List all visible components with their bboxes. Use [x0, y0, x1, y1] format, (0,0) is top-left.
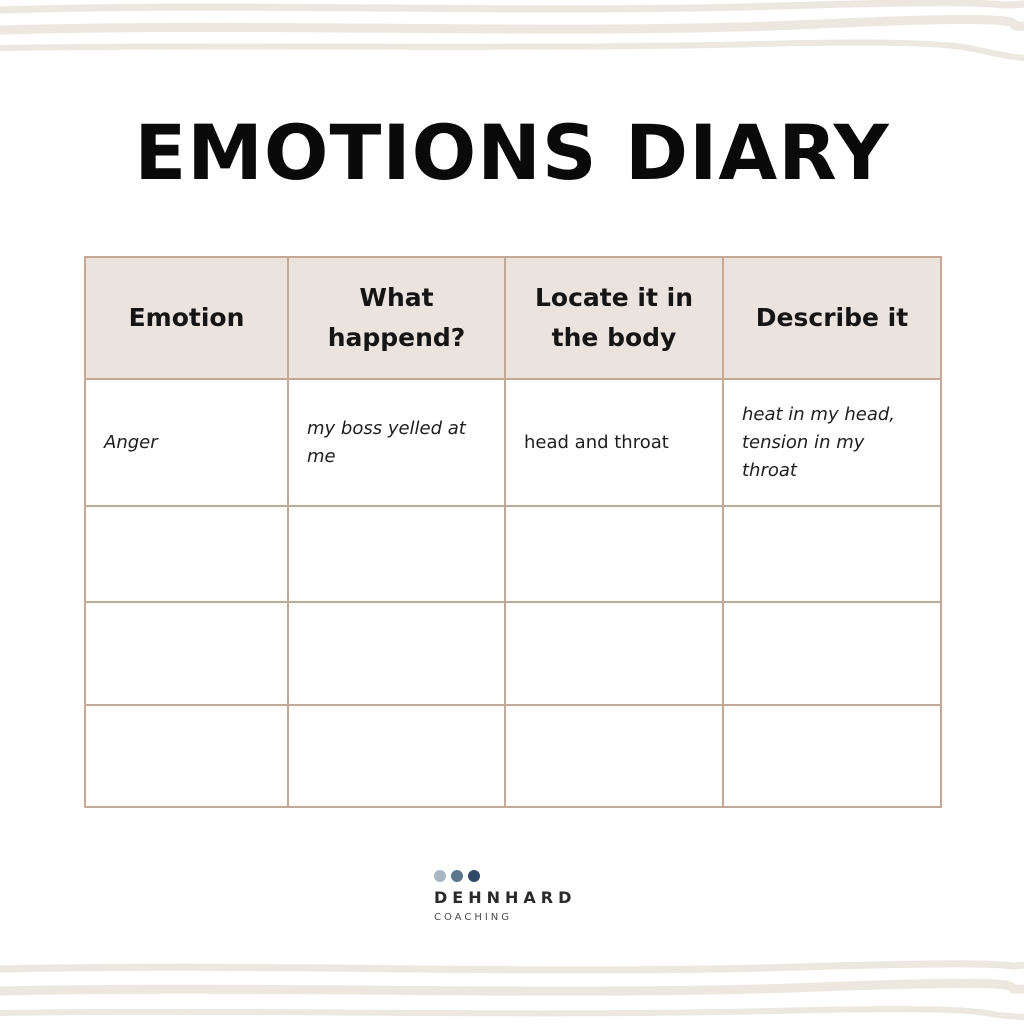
decorative-lines-bottom: [0, 955, 1024, 1024]
brand-name: DEHNHARD: [434, 888, 577, 907]
brand-subtitle: COACHING: [434, 912, 513, 923]
cell-what-happened[interactable]: [288, 705, 505, 807]
logo-dot-icon: [468, 870, 480, 882]
logo-dot-icon: [434, 870, 446, 882]
cell-location[interactable]: [505, 705, 723, 807]
emotions-diary-table: [84, 256, 942, 808]
header-emotion: Emotion: [85, 257, 288, 379]
cell-emotion[interactable]: [85, 602, 288, 705]
cell-location[interactable]: head and throat: [505, 379, 723, 506]
table-row: [85, 379, 941, 506]
logo-dots: [434, 870, 604, 882]
table-header-row: [85, 257, 941, 379]
cell-emotion[interactable]: [85, 705, 288, 807]
cell-emotion[interactable]: Anger: [85, 379, 288, 506]
decorative-lines-top: [0, 0, 1024, 70]
cell-emotion[interactable]: [85, 506, 288, 602]
cell-description[interactable]: [723, 506, 941, 602]
cell-description[interactable]: [723, 602, 941, 705]
brand-logo: [434, 870, 604, 924]
cell-description[interactable]: heat in my head, tension in my throat: [723, 379, 941, 506]
header-locate-in-body: Locate it in the body: [505, 257, 723, 379]
header-what-happened: What happend?: [288, 257, 505, 379]
cell-location[interactable]: [505, 506, 723, 602]
cell-description[interactable]: [723, 705, 941, 807]
table-row: [85, 602, 941, 705]
cell-what-happened[interactable]: [288, 506, 505, 602]
header-describe-it: Describe it: [723, 257, 941, 379]
table-row: [85, 705, 941, 807]
table-row: [85, 506, 941, 602]
cell-location[interactable]: [505, 602, 723, 705]
cell-what-happened[interactable]: my boss yelled at me: [288, 379, 505, 506]
logo-dot-icon: [451, 870, 463, 882]
cell-what-happened[interactable]: [288, 602, 505, 705]
page-title: EMOTIONS DIARY: [134, 108, 890, 197]
